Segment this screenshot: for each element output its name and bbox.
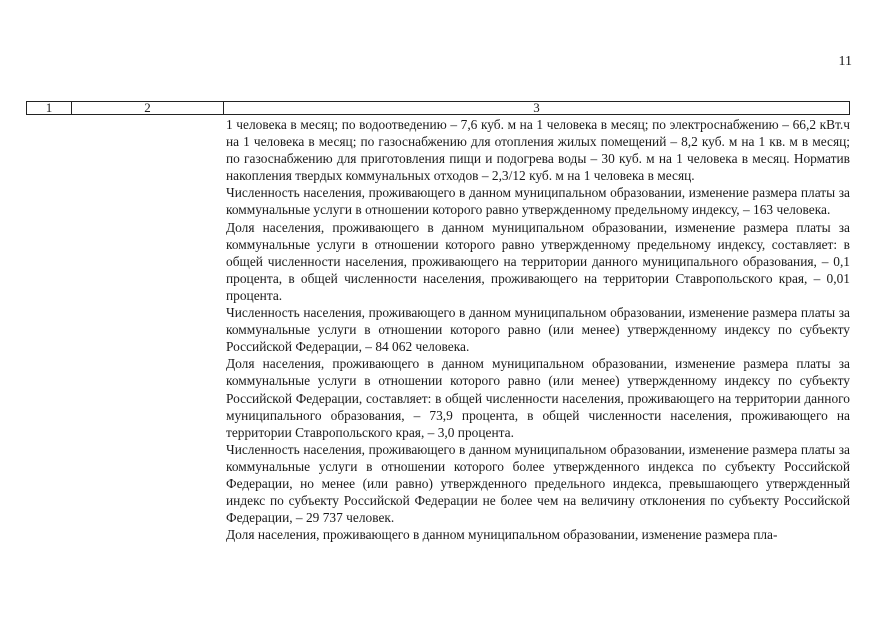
paragraph-share-limit-index: Доля населения, проживающего в данном муниципальном образовании, изменение размера платы за коммунальные услуги в отношении которого равно утвержденному предельному индексу, составляет: в общей численности населения, проживающего на территории данного муниципального образования, – 0,1 процента, в общей численности населения, проживающего на территории Ставропольского края, – 0,01 процента. [226,219,850,303]
paragraph-share-above-index: Доля населения, проживающего в данном муниципальном образовании, изменение размера пла- [226,527,778,543]
table-header-col-1: 1 [27,102,72,114]
page-number: 11 [838,54,852,69]
table-header-row [26,101,850,115]
table-header-col-2: 2 [72,102,224,114]
paragraph-utility-norms: 1 человека в месяц; по водоотведению – 7,6 куб. м на 1 человека в месяц; по электроснабжению – 66,2 кВт.ч на 1 человека в месяц; по газоснабжению для отопления жилых помещений – 8,2 куб. м на 1 кв. м в месяц; по газоснабжению для приготовления пищи и подогрева воды – 30 куб. м на 1 человека в месяц. Норматив накопления твердых коммунальных отходов – 2,3/12 куб. м на 1 человека в месяц. [226,117,850,184]
table-header-col-3: 3 [533,100,540,115]
paragraph-population-subject-index: Численность населения, проживающего в данном муниципальном образовании, изменение размера платы за коммунальные услуги в отношении которого равно (или менее) утвержденному индексу по субъекту Российской Федерации, – 84 062 человека. [226,305,850,355]
paragraph-population-limit-index: Численность населения, проживающего в данном муниципальном образовании, изменение размера платы за коммунальные услуги в отношении которого равно утвержденному предельному индексу, – 163 человека. [226,185,850,218]
paragraph-population-above-index: Численность населения, проживающего в данном муниципальном образовании, изменение размера платы за коммунальные услуги в отношении которого более утвержденного индекса по субъекту Российской Федерации, но менее (или равно) утвержденного предельного индекса, превышающего утвержденный индекс по субъекту Российской Федерации не более чем на величину отклонения по субъекту Российской Федерации, – 29 737 человек. [226,441,850,526]
paragraph-share-subject-index: Доля населения, проживающего в данном муниципальном образовании, изменение размера платы за коммунальные услуги в отношении которого равно (или менее) утвержденному индексу по субъекту Российской Федерации, составляет: в общей численности населения, проживающего на территории данного муниципального образования, – 73,9 процента, в общей численности населения, проживающего на территории Ставропольского края, – 3,0 процента. [226,356,850,440]
document-body [226,116,850,543]
